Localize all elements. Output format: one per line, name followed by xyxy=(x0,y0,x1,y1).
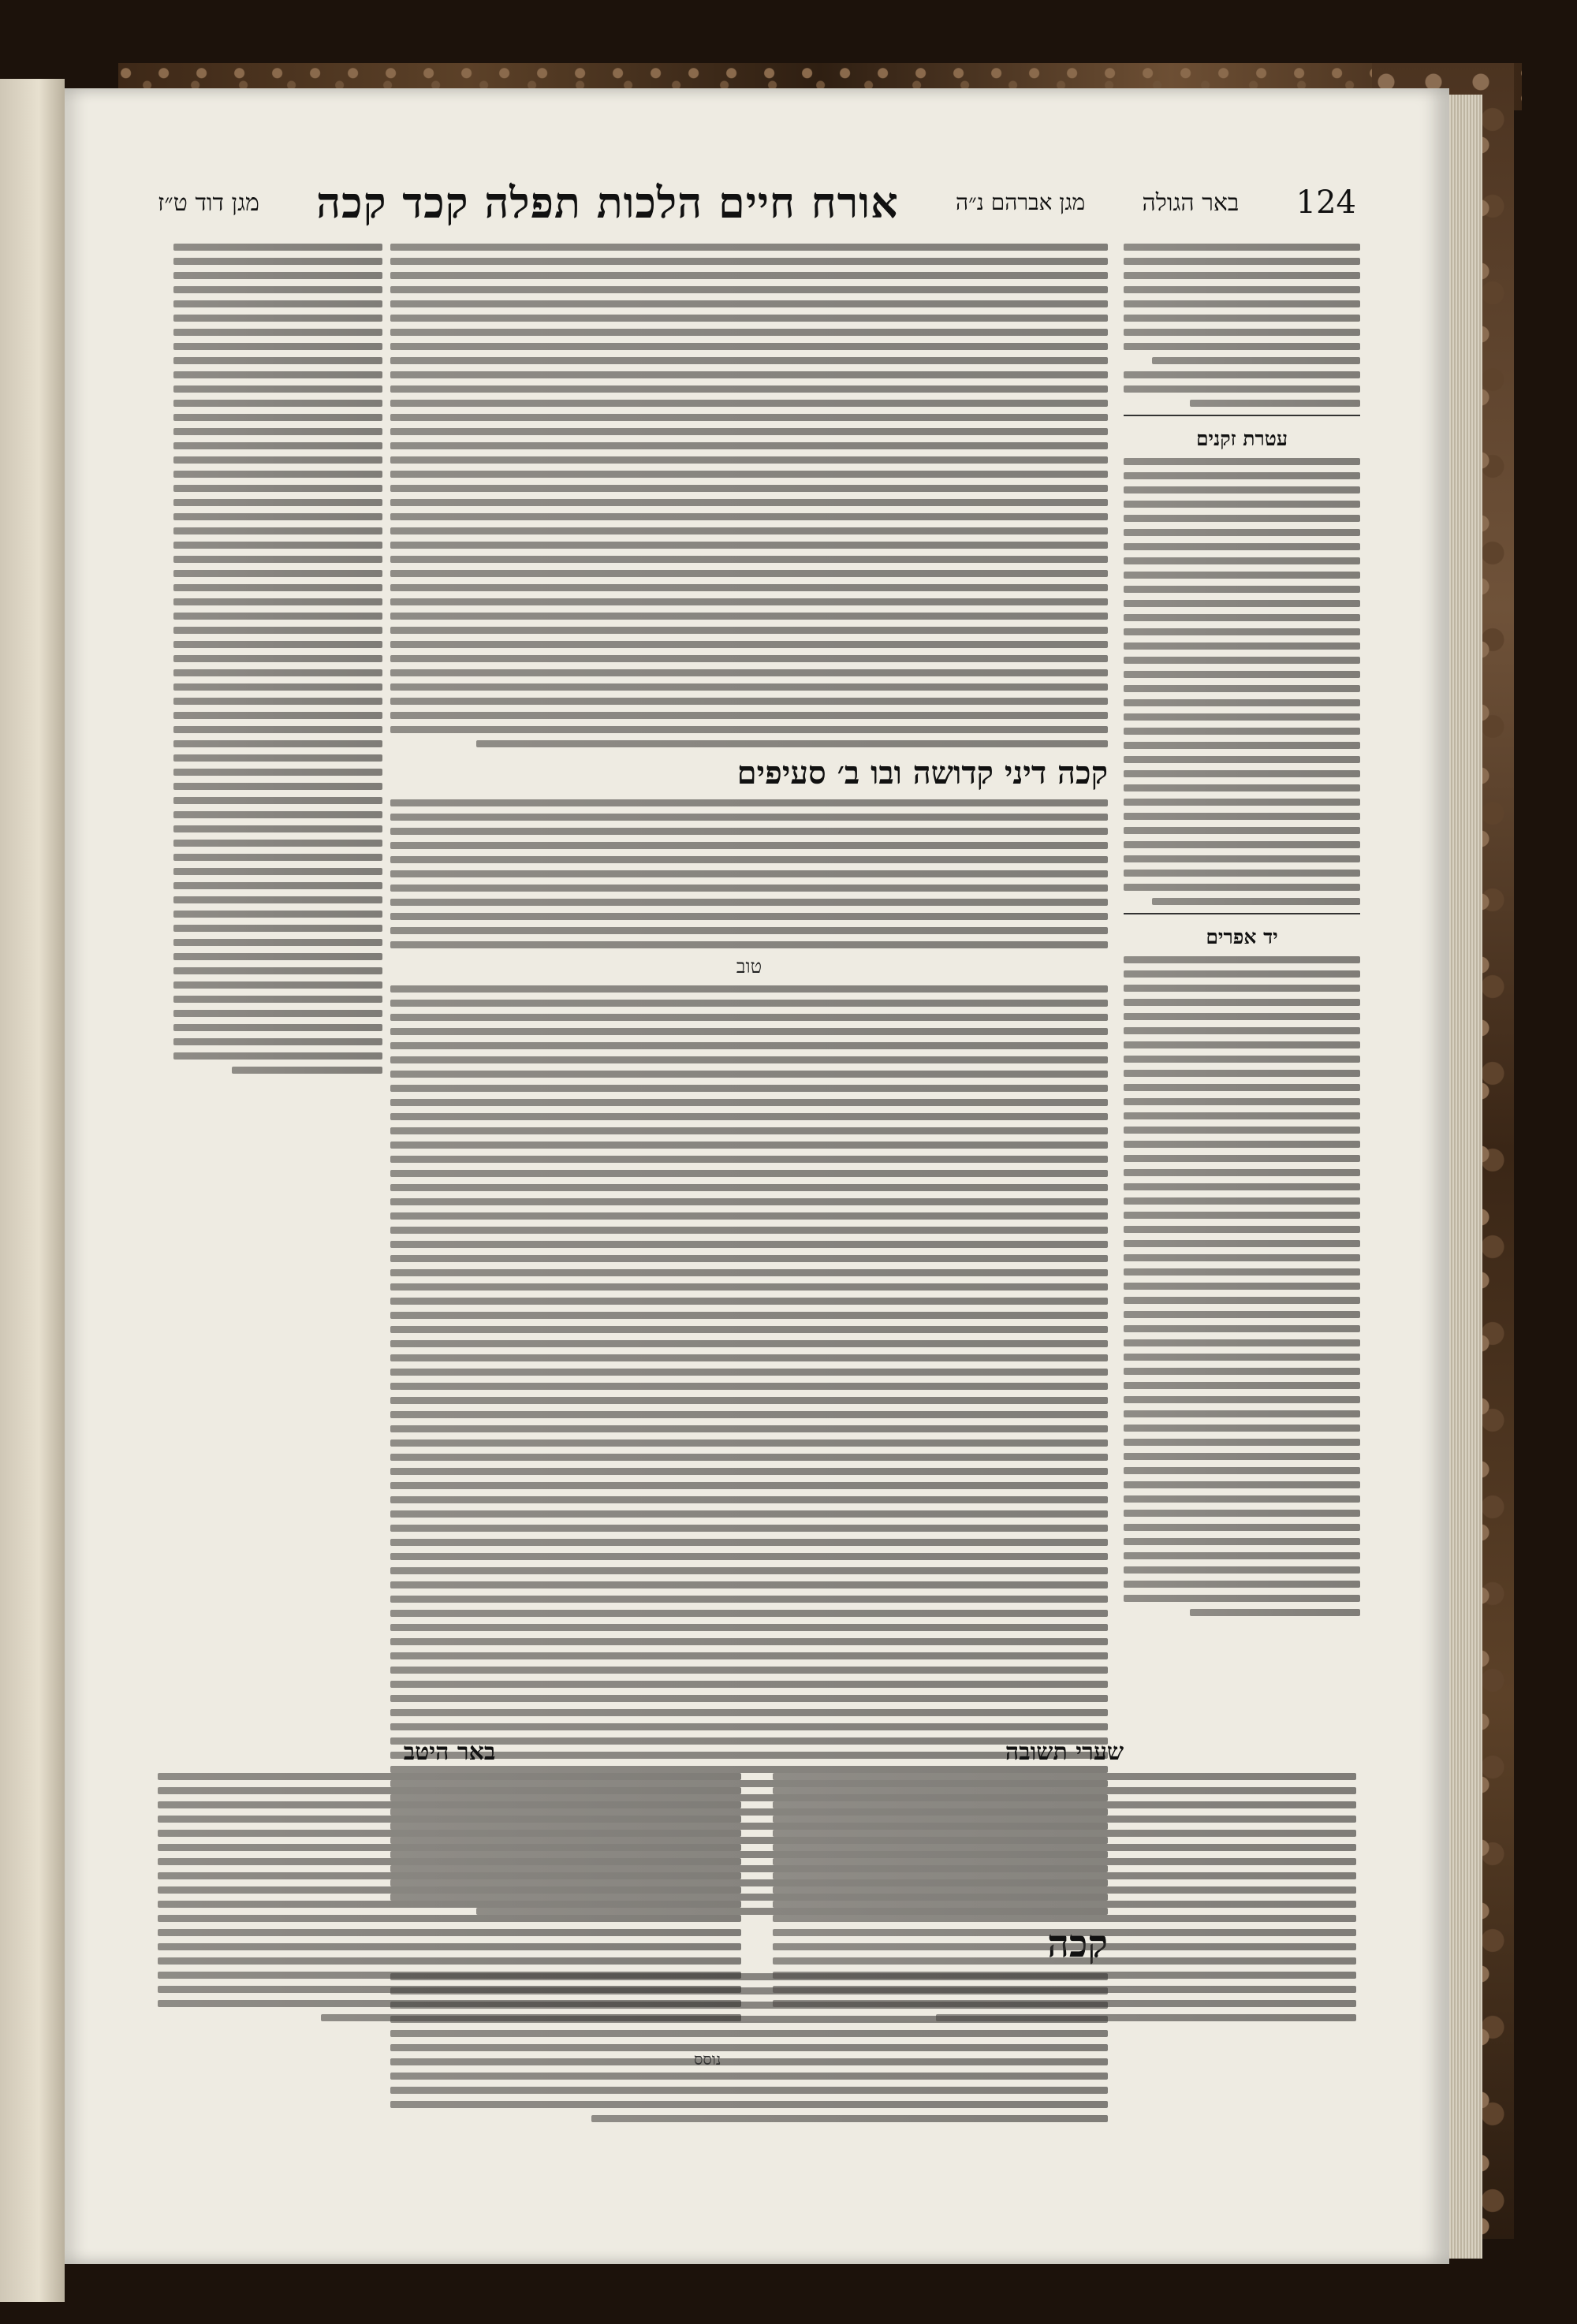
page-fore-edge xyxy=(1449,95,1482,2259)
shaarei-teshuva-block xyxy=(773,1738,1356,2028)
section-heading: קכה דיני קדושה ובו ב׳ סעיפים xyxy=(736,754,1108,791)
outer-section-label-2: יד אפרים xyxy=(1206,926,1278,948)
page-title: אורח חיים הלכות תפלה קכד קכה xyxy=(316,177,899,228)
header-right-source: מגן דוד ט״ז xyxy=(158,188,259,217)
bottom-commentaries xyxy=(158,1738,1356,2028)
outer-commentary-column xyxy=(1124,236,1360,1623)
centered-word: טוב xyxy=(736,955,762,978)
shaarei-teshuva-heading: שערי תשובה xyxy=(1005,1738,1124,1766)
left-commentary-column xyxy=(173,236,382,1081)
outer-section-label-1: עטרת זקנים xyxy=(1195,427,1288,450)
header-magen-avraham: מגן אברהם נ״ה xyxy=(956,189,1086,215)
baer-heitev-heading: באר היטב xyxy=(403,1738,496,1766)
page-number: 124 xyxy=(1296,184,1356,221)
page-header xyxy=(158,175,1356,230)
previous-page-edge xyxy=(0,79,65,2302)
footer-signature-word: נוסס xyxy=(694,2050,721,2069)
baer-heitev-block xyxy=(158,1738,741,2028)
header-left-source: באר הגולה xyxy=(1142,188,1240,217)
